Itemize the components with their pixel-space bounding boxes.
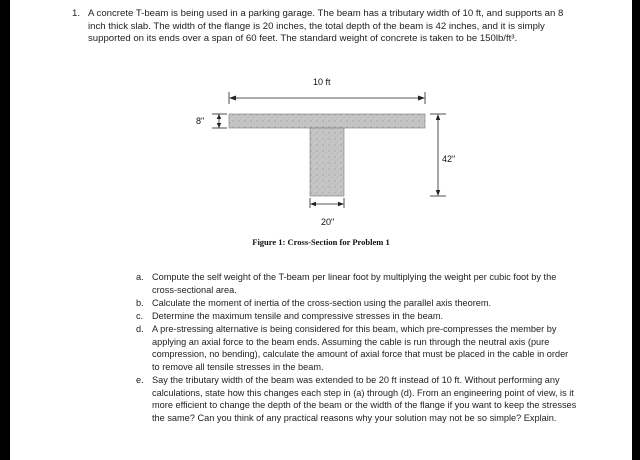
problem-text: A concrete T-beam is being used in a parking garage. The beam has a tributary width of 10 ft, and supports an 8 inch thick slab. The width of the flange is 20 inches, the total depth of the beam is 42 inches, and it is simply supported on its ends over a span of 60 feet. The standard weight of concrete is taken to be 150lb/ft³. <box>88 8 564 45</box>
figure-caption: Figure 1: Cross-Section for Problem 1 <box>252 237 390 247</box>
part-text: Say the tributary width of the beam was extended to be 20 ft instead of 10 ft. Without performing any calculations, state how this changes each step in (a) through (d). From an engineering point of view, is it more efficient to change the depth of the beam or the width of the flange if you want to keep the stresses the same? Can you think of any practical reasons why your solution may not be so simple? Explain. <box>152 375 577 423</box>
t-beam-figure <box>10 0 632 260</box>
part-c <box>138 310 578 323</box>
web-width-dimension <box>310 198 344 208</box>
part-letter: e. <box>136 375 144 386</box>
part-letter: b. <box>136 297 144 308</box>
part-letter: a. <box>136 272 144 282</box>
document-page <box>10 0 632 460</box>
part-text: Compute the self weight of the T-beam per linear foot by multiplying the weight per cubic foot by the cross-sectional area. <box>152 272 557 295</box>
part-a <box>138 271 578 296</box>
part-text: A pre-stressing alternative is being considered for this beam, which pre-compresses the member by applying an axial force to the beam ends. Assuming the cable is run through the neutral axis (pure compression, no bending), calculate the amount of axial force that must be placed in the cable in order to remove all tensile stresses in the beam. <box>152 324 569 372</box>
part-text: Calculate the moment of inertia of the cross-section using the parallel axis theorem. <box>152 297 492 308</box>
question-parts <box>138 271 578 425</box>
t-beam-flange <box>229 114 425 128</box>
flange-width-dimension <box>229 92 425 104</box>
problem-number: 1. <box>72 8 81 19</box>
part-d <box>138 323 578 373</box>
part-b <box>138 297 578 310</box>
part-letter: d. <box>136 324 144 335</box>
part-e <box>138 374 578 424</box>
t-beam-web <box>310 128 344 196</box>
depth-label: 42" <box>442 154 456 164</box>
slab-thickness-label: 8" <box>196 116 205 126</box>
slab-thickness-dimension <box>212 114 227 128</box>
part-text: Determine the maximum tensile and compressive stresses in the beam. <box>152 310 444 321</box>
part-letter: c. <box>136 310 144 321</box>
flange-width-label: 10 ft <box>313 77 331 87</box>
web-width-label: 20" <box>321 217 335 227</box>
